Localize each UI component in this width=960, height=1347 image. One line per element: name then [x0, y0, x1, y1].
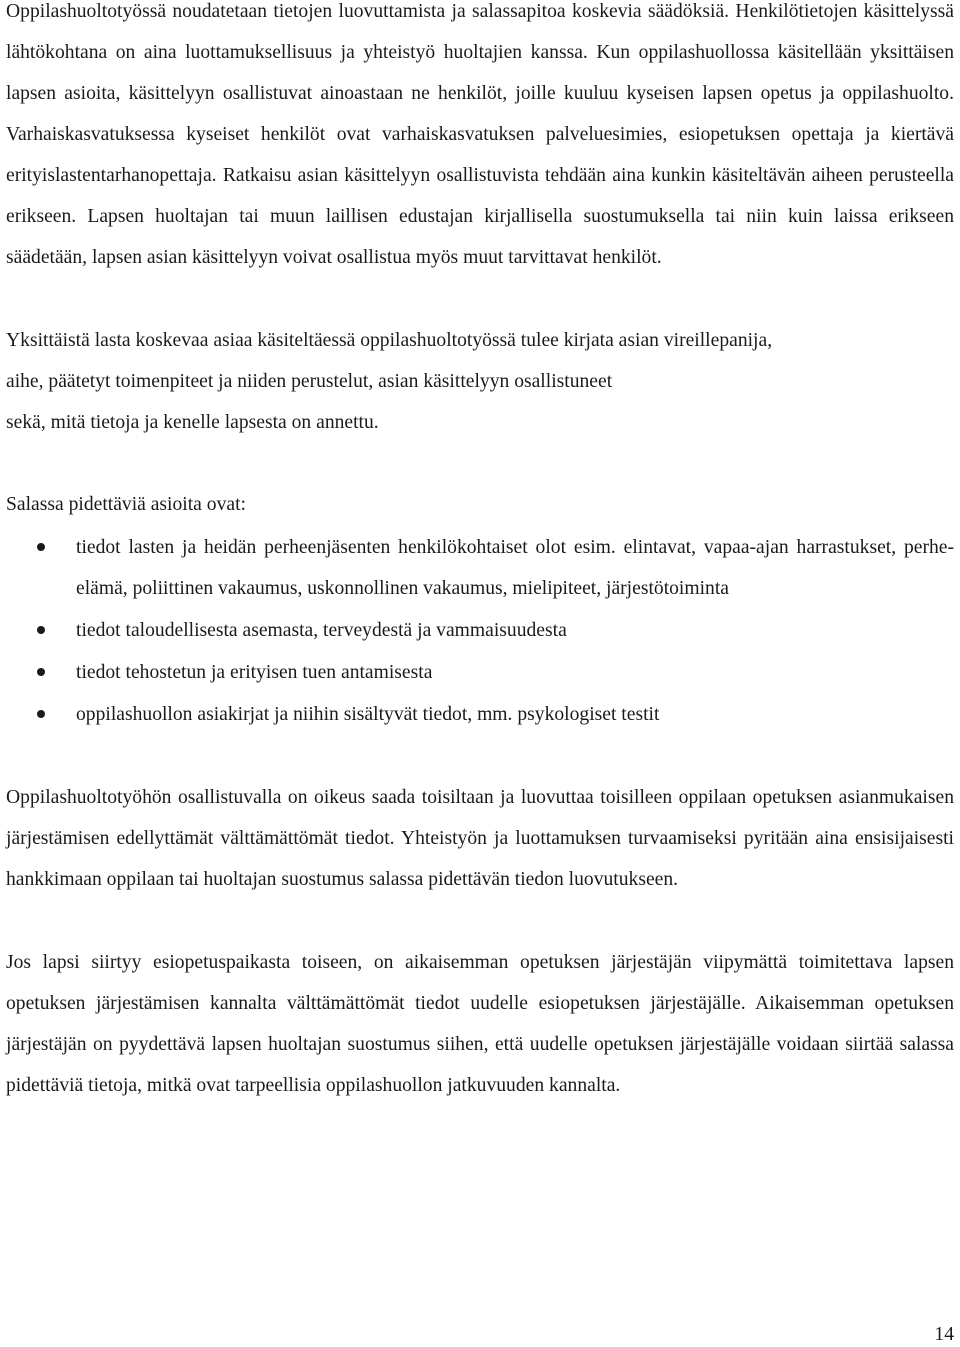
list-item	[6, 610, 954, 651]
list-item-text: tiedot taloudellisesta asemasta, terveydestä ja vammaisuudesta	[76, 620, 567, 641]
paragraph-recording-line-3: sekä, mitä tietoja ja kenelle lapsesta on annettu.	[6, 412, 379, 433]
list-item-text: oppilashuollon asiakirjat ja niihin sisältyvät tiedot, mm. psykologiset testit	[76, 704, 660, 725]
confidential-items-list	[6, 527, 954, 735]
document-page	[6, 0, 954, 1106]
bullet-icon	[37, 668, 45, 676]
paragraph-recording	[6, 320, 954, 443]
list-item	[6, 652, 954, 693]
list-item	[6, 527, 954, 609]
paragraph-confidentiality: Oppilashuoltotyössä noudatetaan tietojen luovuttamista ja salassapitoa koskevia säädöksiä. Henkilötietojen käsittelyssä lähtökohtana on aina luottamuksellisuus ja yhteistyö huoltajien kanssa. Kun oppilashuollossa käsitellään yksittäisen lapsen asioita, käsittelyyn osallistuvat ainoastaan ne henkilöt, joille kuuluu kyseisen lapsen opetus ja oppilashuolto. Varhaiskasvatuksessa kyseiset henkilöt ovat varhaiskasvatuksen palveluesimies, esiopetuksen opettaja ja kiertävä erityislastentarhanopettaja. Ratkaisu asian käsittelyyn osallistuvista tehdään aina kunkin käsiteltävän aiheen perusteella erikseen. Lapsen huoltajan tai muun laillisen edustajan kirjallisella suostumuksella tai niin kuin laissa erikseen säädetään, lapsen asian käsittelyyn voivat osallistua myös muut tarvittavat henkilöt.	[6, 1, 954, 268]
list-item-text: tiedot tehostetun ja erityisen tuen antamisesta	[76, 662, 433, 683]
paragraph-recording-line-1: Yksittäistä lasta koskevaa asiaa käsiteltäessä oppilashuoltotyössä tulee kirjata asian vireillepanija,	[6, 330, 773, 351]
list-item	[6, 694, 954, 735]
bullet-icon	[37, 626, 45, 634]
page-number: 14	[934, 1324, 954, 1345]
paragraph-information-sharing: Oppilashuoltotyöhön osallistuvalla on oikeus saada toisiltaan ja luovuttaa toisilleen oppilaan opetuksen asianmukaisen järjestämisen edellyttämät välttämättömät tiedot. Yhteistyön ja luottamuksen turvaamiseksi pyritään aina ensisijaisesti hankkimaan oppilaan tai huoltajan suostumus salassa pidettävän tiedon luovutukseen.	[6, 787, 954, 890]
list-item-text: tiedot lasten ja heidän perheenjäsenten henkilökohtaiset olot esim. elintavat, vapaa-ajan harrastukset, perhe-elämä, poliittinen vakaumus, uskonnollinen vakaumus, mielipiteet, järjestötoiminta	[76, 537, 954, 599]
paragraph-recording-line-2: aihe, päätetyt toimenpiteet ja niiden perustelut, asian käsittelyyn osallistuneet	[6, 371, 613, 392]
bullet-icon	[37, 543, 45, 551]
list-heading: Salassa pidettäviä asioita ovat:	[6, 494, 246, 515]
paragraph-transfer: Jos lapsi siirtyy esiopetuspaikasta toiseen, on aikaisemman opetuksen järjestäjän viipymättä toimitettava lapsen opetuksen järjestämisen kannalta välttämättömät tiedot uudelle esiopetuksen järjestäjälle. Aikaisemman opetuksen järjestäjän on pyydettävä lapsen huoltajan suostumus siihen, että uudelle opetuksen järjestäjälle voidaan siirtää salassa pidettäviä tietoja, mitkä ovat tarpeellisia oppilashuollon jatkuvuuden kannalta.	[6, 952, 954, 1096]
bullet-icon	[37, 710, 45, 718]
